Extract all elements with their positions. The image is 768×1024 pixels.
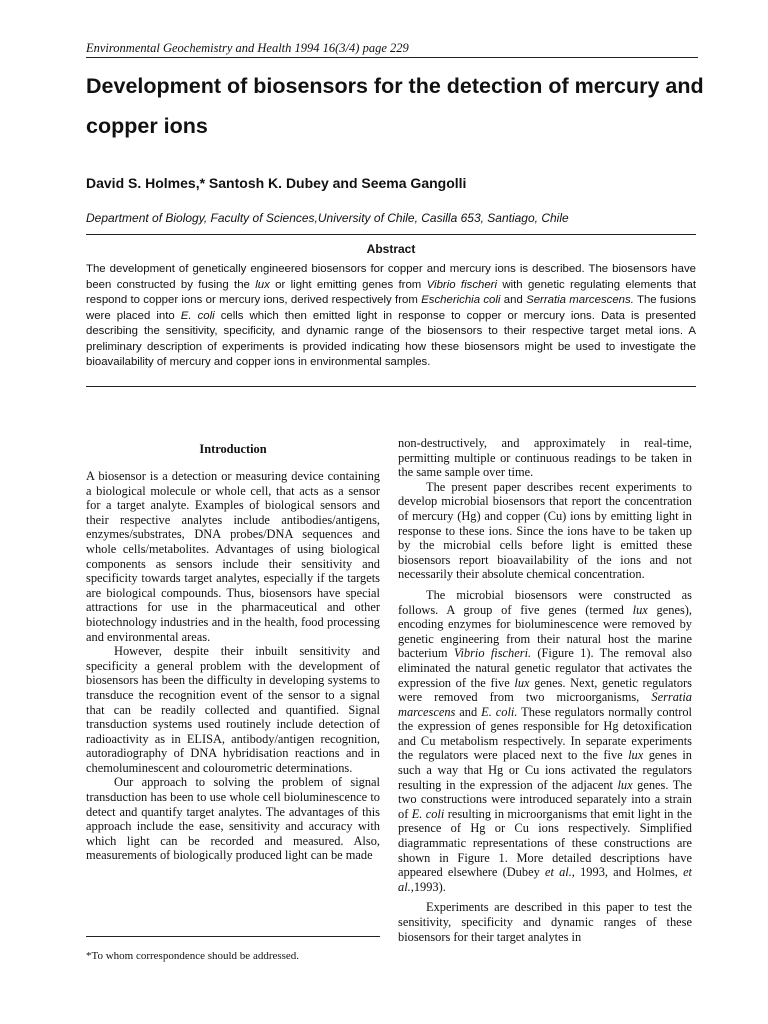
intro-paragraph-1: A biosensor is a detection or measuring device containing a biological molecule or whole cell, that acts as a sensor for a target analyte. Examples of biological sensors and their respective analytes include antibodies/antigens, enzymes/substrates, DNA probes/DNA sequences and whole cells/metabolites. Advantages of using biological components as sensors include their sensitivity and specificity towards target analytes, especially if the targets are biological compounds. Thus, biosensors have special attractions for use in the pharmaceutical and other biotechnology industries and in the health, food processing and environmental areas.: [86, 469, 380, 644]
right-paragraph-2: The present paper describes recent experiments to develop microbial biosensors that report the concentration of mercury (Hg) and copper (Cu) ions by emitting light in response to these ions. Since the ions have to be taken up by the microbial cells before light is emitted these biosensors report bioavailability of the ions and not necessarily their absolute chemical concentration.: [398, 479, 692, 582]
section-heading-introduction: Introduction: [199, 442, 267, 456]
right-paragraph-3: The microbial biosensors were constructed as follows. A group of five genes (termed lux genes), encoding enzymes for bioluminescence were removed by genetic engineering from their natural host the marine bacterium Vibrio fischeri. (Figure 1). The removal also eliminated the natural genetic regulator that activates the expression of the five lux genes. Next, genetic regulators were removed from two microorganisms, Serratia marcescens and E. coli. These regulators normally control the expression of genes responsible for Hg detoxification and Cu metabolism respectively. In separate experiments the regulators were placed next to the five lux genes in such a way that Hg or Cu ions activated the regulators resulting in the expression of the adjacent lux genes. The two constructions were introduced separately into a strain of E. coli resulting in microorganisms that emit light in the presence of Hg or Cu ions respectively. Simplified diagrammatic representations of these constructions are shown in Figure 1. More detailed descriptions have appeared elsewhere (Dubey et al., 1993, and Holmes, et al.,1993).: [398, 587, 693, 894]
left-column: [86, 436, 380, 863]
abstract-bottom-rule: [86, 386, 696, 387]
abstract-top-rule: [86, 234, 696, 235]
footnote: *To whom correspondence should be addressed.: [86, 950, 300, 962]
paper-title: Development of biosensors for the detection of mercury and copper ions: [86, 74, 704, 138]
right-column: [398, 436, 692, 944]
abstract-text: The development of genetically engineered biosensors for copper and mercury ions is described. The biosensors have been constructed by fusing the lux or light emitting genes from Vibrio fischeri with genetic regulating elements that respond to copper ions or mercury ions, derived respectively from Escherichia coli and Serratia marcescens. The fusions were placed into E. coli cells which then emitted light in response to copper or mercury ions. Data is presented describing the sensitivity, specificity, and dynamic range of the biosensors to their respective target metal ions. A preliminary description of experiments is provided indicating how these biosensors might be used to investigate the bioavailability of mercury and copper ions in environmental samples.: [86, 263, 697, 368]
right-paragraph-4: Experiments are described in this paper to test the sensitivity, specificity and dynamic ranges of these biosensors for their target analytes in: [398, 900, 692, 944]
intro-paragraph-2: However, despite their inbuilt sensitivity and specificity a general problem with the development of biosensors has been the difficulty in developing systems to transduce the recognition event of the sensor to a signal that can be readily collected and quantified. Signal transduction systems used routinely include detection of radioactivity as in ELISA, antibody/antigen recognition, autoradiography of DNA hybridisation reactions and in chemoluminescent and colourometric determinations.: [86, 644, 380, 775]
footnote-rule: [86, 936, 380, 937]
affiliation: Department of Biology, Faculty of Sciences,University of Chile, Casilla 653, Santiago, Chile: [86, 211, 569, 225]
abstract-heading: Abstract: [366, 242, 416, 256]
journal-header: Environmental Geochemistry and Health 1994 16(3/4) page 229: [86, 40, 698, 58]
author-list: David S. Holmes,* Santosh K. Dubey and Seema Gangolli: [86, 175, 467, 191]
intro-paragraph-3: Our approach to solving the problem of signal transduction has been to use whole cell bioluminescence to detect and quantify target analytes. The advantages of this approach include the ease, sensitivity and accuracy with which light can be recorded and measured. Also, measurements of biologically produced light can be made: [86, 775, 380, 863]
right-paragraph-1: non-destructively, and approximately in real-time, permitting multiple or continuous readings to be taken in the same sample over time.: [398, 436, 692, 480]
